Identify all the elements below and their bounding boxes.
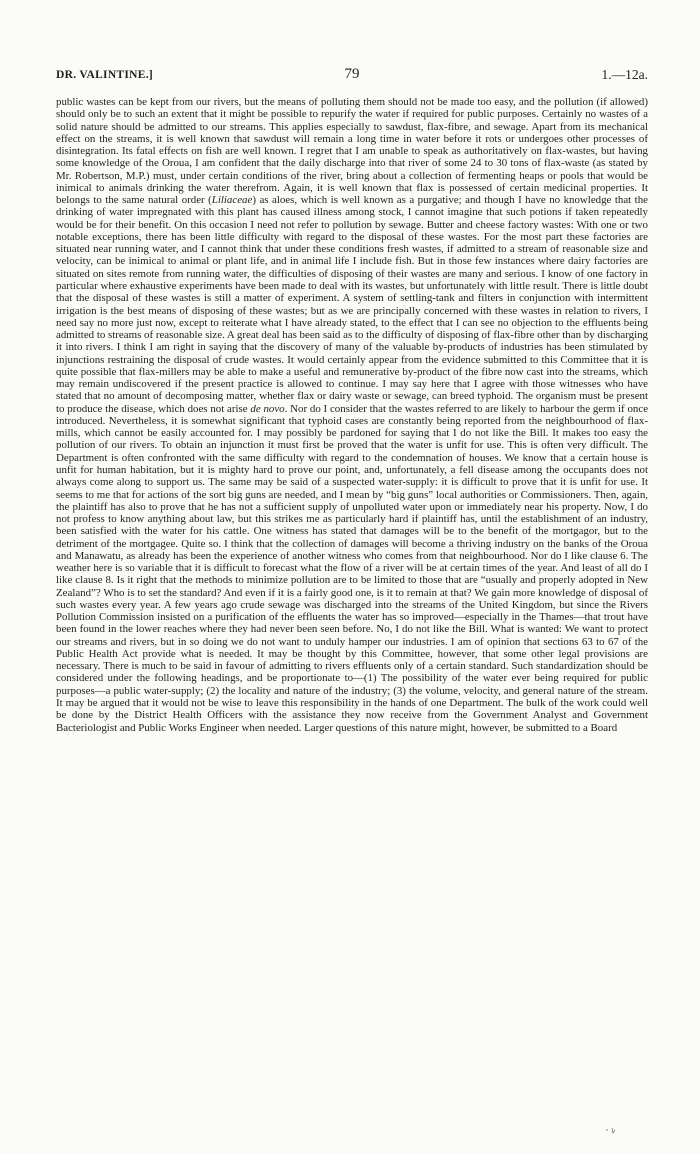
running-title: DR. VALINTINE.] xyxy=(56,69,154,81)
document-code: 1.—12a. xyxy=(601,67,648,82)
body-text xyxy=(56,96,648,734)
italic-term-liliaceae: Liliaceae xyxy=(211,194,253,207)
evidence-paragraph xyxy=(56,96,648,734)
printer-mark xyxy=(604,1127,618,1140)
text-segment: ) as aloes, which is well known as a purgative; and though I have no knowledge that the drinking of water impregnated with this plant has caused illness among stock, I cannot imagine that such potions if taken repeatedly would be for their benefit. On this occasion I need not refer to pollution by sewage. Butter and cheese factory wastes: With one or two notable exceptions, there has been little difficulty with regard to the disposal of these wastes. For the most part these factories are situated near running water, and I cannot think that under these conditions fresh wastes, if admitted to a stream of reasonable size and velocity, can be inimical to animal or plant life, and in animal life I include fish. But in those few instances where dairy factories are situated on sites remote from running water, the difficulties of disposing of their wastes are many and serious. I know of one factory in particular where exhaustive experiments have been made to deal with its wastes, but unfortunately with little result. There is little doubt that the disposal of these wastes is still a matter of experiment. A system of settling-tank and filters in conjunction with intermittent irrigation is the best means of disposing of these wastes; but as we are principally concerned with these wastes in relation to rivers, I need say no more just now, except to reiterate what I have already stated, to the effect that I can see no objection to the effluents being admitted to streams of reasonable size. A great deal has been said as to the difficulty of disposing of flax-fibre other than by discharging it into rivers. I think I am right in saying that the discovery of many of the valuable by-products of industries has been stimulated by injunctions restraining the disposal of crude wastes. It would certainly appear from the evidence submitted to this Committee that it is quite possible that flax-millers may be able to make a useful and remunerative by-product of the fibre now cast into the streams, which may remain undiscovered if the present practice is allowed to continue. I may say here that I agree with those witnesses who have stated that no amount of decomposing matter, whether flax or dairy waste or sewage, can breed typhoid. The organism must be present to produce the disease, which does not arise xyxy=(56,194,648,415)
stray-mark-icon xyxy=(604,1127,618,1137)
page-header xyxy=(56,66,648,86)
text-segment: public wastes can be kept from our rivers, but the means of polluting them should not be made too easy, and the pollution (if allowed) should only be to such an extent that it might be possible to repurify the water if required for public purposes. Certainly no wastes of a solid nature should be admitted to our streams. This applies especially to sawdust, flax-fibre, and sewage. Apart from its mechanical effect on the streams, it is well known that sawdust will remain a long time in water before it rots or undergoes other processes of disintegration. Its fatal effects on fish are well known. I regret that I am unable to speak as authoritatively on flax-wastes, but having some knowledge of the Oroua, I am confident that the daily discharge into that river of some 24 to 30 tons of flax-waste (as stated by Mr. Robertson, M.P.) must, under certain conditions of the river, bring about a collection of fermenting heaps or pools that would be inimical to animals drinking the water therefrom. Again, it is well known that flax is possessed of certain medicinal properties. It belongs to the same natural order ( xyxy=(56,96,648,207)
page-number: 79 xyxy=(344,66,360,82)
text-segment: . Nor do I consider that the wastes referred to are likely to harbour the germ if once introduced. Nevertheless, it is somewhat significant that typhoid cases are constantly being reported from the neighbourhood of flax-mills, which cannot be easily accounted for. I may possibly be pardoned for saying that I do not like the Bill. It makes too easy the pollution of our rivers. To obtain an injunction it must first be proved that the water is unfit for use. This is often very difficult. The Department is often confronted with the same difficulty with regard to the condemnation of houses. We know that a certain house is unfit for human habitation, but it is mighty hard to prove our point, and, unfortunately, a fell disease among the occupants does not always come along to support us. The same may be said of a suspected water-supply: it is difficult to prove that it is unfit for use. It seems to me that for actions of the sort big guns are needed, and I mean by “big guns” local authorities or Commissioners. Then, again, the plaintiff has also to prove that he has not a sufficient supply of unpolluted water upon or immediately near his property. Now, I do not profess to know anything about law, but this strikes me as particularly hard if plaintiff has, until the establishment of an industry, been satisfied with the water for his cattle. One witness has stated that damages will be to the benefit of the mortgagor, but to the detriment of the mortgagee. Quite so. I think that the collection of damages will become a thriving industry on the banks of the Oroua and Manawatu, as already has been the experience of another witness who comes from that neighbourhood. Nor do I like clause 6. The weather here is so variable that it is difficult to forecast what the flow of a river will be at certain times of the year. And least of all do I like clause 8. Is it right that the methods to minimize pollution are to be limited to those that are “usually and properly adopted in New Zealand”? Who is to set the standard? And even if it is a fairly good one, is it to remain at that? We gain more knowledge of disposal of such wastes every year. A few years ago crude sewage was discharged into the streams of the United Kingdom, but since the Rivers Pollution Commission insisted on a purification of the effluents the water has so improved—especially in the Thames—that trout have been found in the lower reaches where they had never been seen before. No, I do not like the Bill. What is wanted: We want to protect our streams and rivers, but in so doing we do not want to unduly hamper our industries. I am of opinion that sections 63 to 67 of the Public Health Act provide what is needed. It may be thought by this Committee, however, that some other legal provisions are necessary. There is much to be said in favour of admitting to rivers effluents only of a certain standard. Such standardization should be considered under the following headings, and be proportionate to—(1) The possibility of the water ever being required for public purposes—a public water-supply; (2) the locality and nature of the industry; (3) the volume, velocity, and general nature of the stream. It may be argued that it would not be wise to leave this responsibility in the hands of one Department. The bulk of the work could well be done by the District Health Officers with the assistance they now receive from the Government Analyst and Government Bacteriologist and Public Works Engineer when needed. Larger questions of this nature might, however, be submitted to a Board xyxy=(56,402,649,734)
italic-term-de-novo: de novo xyxy=(250,402,285,415)
